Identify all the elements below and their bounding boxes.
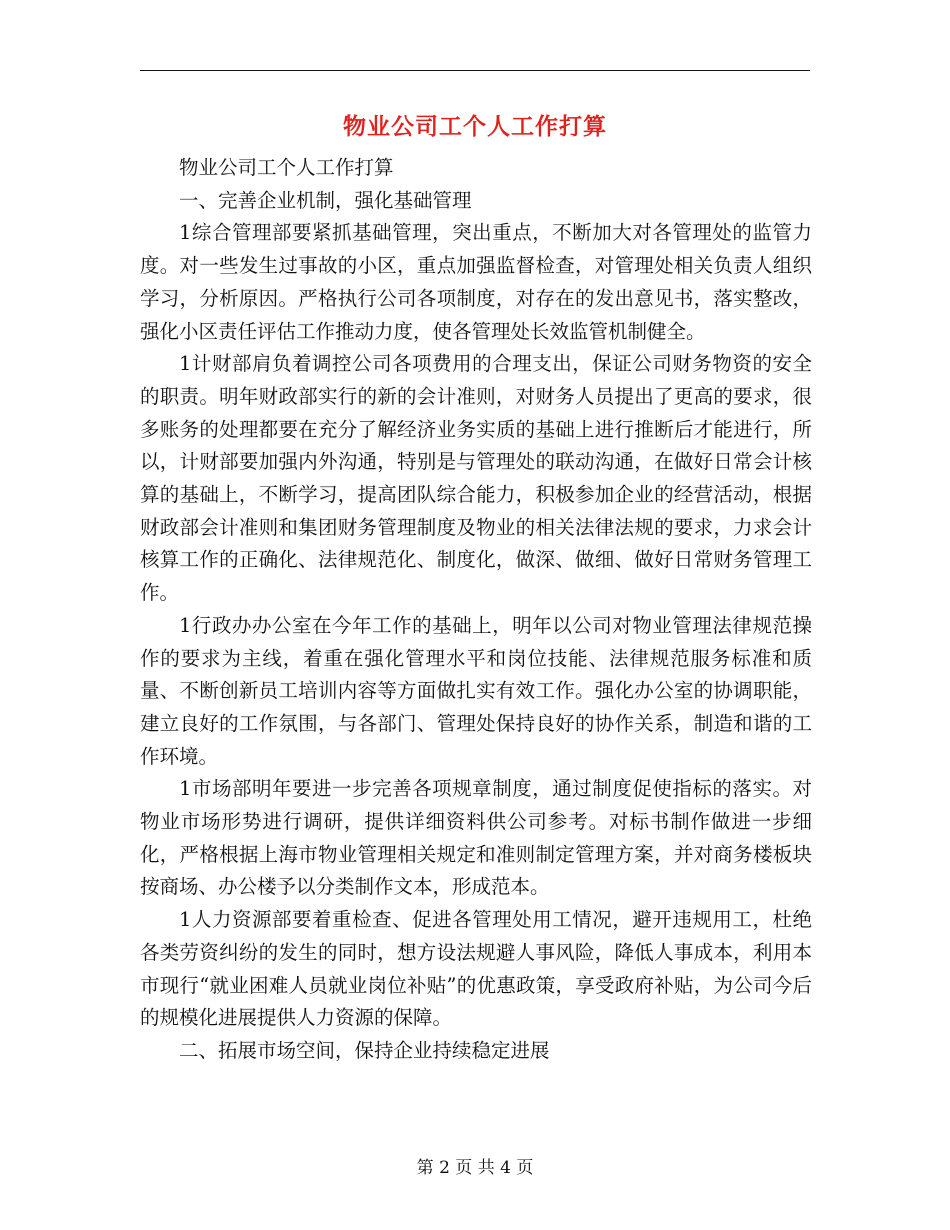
- page-number-footer: 第 2 页 共 4 页: [416, 1158, 534, 1178]
- paragraph-subtitle: 物业公司工个人工作打算: [179, 156, 394, 179]
- paragraph-marketing: 1市场部明年要进一步完善各项规章制度，通过制度促使指标的落实。对物业市场形势进行调研，提供详细资料供公司参考。对标书制作做进一步细化，严格根据上海市物业管理相关规定和准则制定管理方案，并对商务楼板块按商场、办公楼予以分类制作文本，形成范本。: [140, 777, 812, 899]
- paragraph-general-management: 1综合管理部要紧抓基础管理，突出重点，不断加大对各管理处的监管力度。对一些发生过事故的小区，重点加强监督检查，对管理处相关负责人组织学习，分析原因。严格执行公司各项制度，对存在的发出意见书，落实整改，强化小区责任评估工作推动力度，使各管理处长效监管机制健全。: [140, 221, 812, 343]
- header-rule: [140, 70, 810, 71]
- paragraph-human-resources: 1人力资源部要着重检查、促进各管理处用工情况，避开违规用工，杜绝各类劳资纠纷的发生的同时，想方设法规避人事风险，降低人事成本，利用本市现行“就业困难人员就业岗位补贴”的优惠政策，享受政府补贴，为公司今后的规模化进展提供人力资源的保障。: [140, 908, 812, 1030]
- section-heading-1: 一、完善企业机制，强化基础管理: [179, 188, 472, 212]
- paragraph-finance: 1计财部肩负着调控公司各项费用的合理支出，保证公司财务物资的安全的职责。明年财政部实行的新的会计准则，对财务人员提出了更高的要求，很多账务的处理都要在充分了解经济业务实质的基础上进行推断后才能进行，所以，计财部要加强内外沟通，特别是与管理处的联动沟通，在做好日常会计核算的基础上，不断学习，提高团队综合能力，积极参加企业的经营活动，根据财政部会计准则和集团财务管理制度及物业的相关法律法规的要求，力求会计核算工作的正确化、法律规范化、制度化，做深、做细、做好日常财务管理工作。: [140, 352, 812, 605]
- document-title: 物业公司工个人工作打算: [343, 113, 607, 140]
- paragraph-admin-office: 1行政办办公室在今年工作的基础上，明年以公司对物业管理法律规范操作的要求为主线，着重在强化管理水平和岗位技能、法律规范服务标准和质量、不断创新员工培训内容等方面做扎实有效工作。强化办公室的协调职能，建立良好的工作氛围，与各部门、管理处保持良好的协作关系，制造和谐的工作环境。: [140, 613, 812, 768]
- document-body: [140, 152, 812, 1068]
- section-heading-2: 二、拓展市场空间，保持企业持续稳定进展: [179, 1038, 550, 1062]
